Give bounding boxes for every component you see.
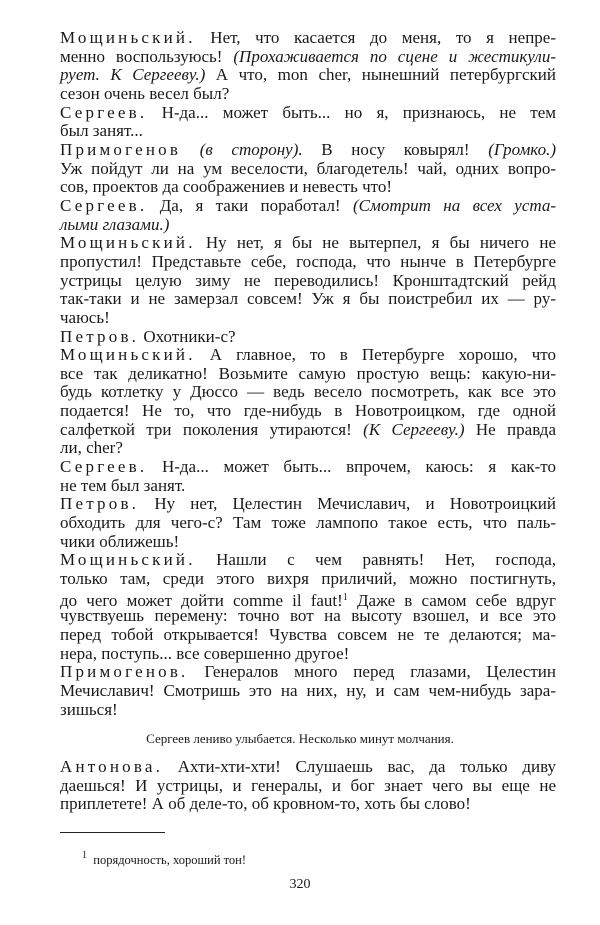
- speech-text: только там, среди этого вихря приличий, можно постигнуть,: [60, 569, 556, 589]
- text-line: [60, 551, 556, 570]
- speech-text: не тем был занят.: [60, 475, 186, 495]
- text-line: [60, 309, 556, 328]
- stage-remark: рует. К Сергееву.): [60, 65, 206, 85]
- speech-text: чаюсь!: [60, 307, 110, 327]
- text-line: [60, 48, 556, 67]
- play-text-continued: [60, 757, 556, 813]
- speech-text: Ну нет, Целестин Мечиславич, и Новотроицкий: [154, 494, 556, 514]
- speaker-name: Антонова.: [60, 757, 164, 776]
- text-line: [60, 701, 556, 720]
- stage-direction: Сергеев лениво улыбается. Несколько минут молчания.: [146, 731, 454, 746]
- page-number: 320: [289, 877, 311, 892]
- speech-text: менно воспользуюсь!: [60, 46, 223, 66]
- text-line: [60, 794, 556, 813]
- speech-text: Уж пойдут ли на ум веселости, благодетель! чай, одних вопро-: [60, 158, 556, 178]
- text-line: [60, 85, 556, 104]
- speech-text: пропустил! Представьте себе, господа, что нынче в Петербурге: [60, 251, 556, 271]
- text-line: [60, 104, 556, 123]
- speech-text: нера, поступь... все совершенно другое!: [60, 643, 350, 663]
- text-line: [60, 253, 556, 272]
- speech-text: А что, mon cher, нынешний петербургский: [215, 65, 556, 85]
- speech-text: Н-да... может быть... впрочем, каюсь: я как-то: [161, 457, 557, 477]
- text-line: [60, 29, 556, 48]
- speech-text: подается! Не то, что где-нибудь в Новотроицком, где одной: [60, 401, 556, 421]
- speech-text: Нет, что касается до меня, то я непре-: [210, 28, 556, 47]
- speech-text: Да, я таки поработал!: [159, 195, 341, 215]
- speech-text: чики оближешь!: [60, 531, 180, 551]
- text-line: [60, 757, 556, 776]
- stage-remark: (Прохаживается по сцене и жестикули-: [233, 46, 557, 66]
- play-text-main: [60, 29, 556, 719]
- text-line: [60, 607, 556, 626]
- speech-paragraph: [60, 346, 556, 458]
- speech-text: Генералов много перед глазами, Целестин: [204, 662, 557, 682]
- text-line: [60, 626, 556, 645]
- speaker-name: Мощиньский.: [60, 28, 196, 47]
- text-line: [60, 682, 556, 701]
- text-line: [60, 439, 556, 458]
- speech-paragraph: [60, 551, 556, 663]
- speech-text: Н-да... может быть... но я, признаюсь, не тем: [161, 102, 556, 122]
- text-line: [60, 290, 556, 309]
- text-line: [60, 122, 556, 141]
- speech-text: будь котлетку у Дюссо — ведь весело посмотреть, как все это: [60, 382, 556, 402]
- stage-remark: (К Сергееву.): [363, 419, 465, 439]
- text-line: [60, 458, 556, 477]
- footnote: [82, 850, 246, 868]
- speech-text: Не правда: [475, 419, 556, 439]
- speech-paragraph: [60, 458, 556, 495]
- speech-text: приплетете! А об деле-то, об кровном-то, хоть бы слово!: [60, 794, 471, 814]
- stage-remark: (Громко.): [488, 139, 557, 159]
- speech-text: сов, проектов да соображениев и невесть что!: [60, 177, 392, 197]
- speech-text: устрицы целую зиму не переводились! Кронштадтский рейд: [60, 270, 556, 290]
- text-line: [60, 178, 556, 197]
- text-line: [60, 402, 556, 421]
- speech-paragraph: [60, 104, 556, 141]
- speech-paragraph: [60, 328, 556, 347]
- stage-remark: лыми глазами.): [60, 214, 170, 234]
- text-line: [60, 272, 556, 291]
- speaker-name: Примогенов.: [60, 662, 189, 682]
- speech-text: перед тобой открывается! Чувства совсем не те делаются; ма-: [60, 625, 556, 644]
- speaker-name: Мощиньский.: [60, 233, 196, 253]
- speech-text: все так деликатно! Возьмите самую простую вещь: какую-ни-: [60, 363, 556, 383]
- stage-remark: (в сторону).: [199, 139, 303, 159]
- speech-text: до чего может дойти comme il faut!: [60, 590, 343, 610]
- speech-paragraph: [60, 197, 556, 234]
- footnote-marker: 1: [82, 850, 87, 861]
- text-line: [60, 141, 556, 160]
- speaker-name: Мощиньский.: [60, 345, 196, 365]
- footnote-ref: 1: [342, 591, 348, 603]
- stage-remark: (Смотрит на всех уста-: [352, 195, 557, 215]
- speech-text: Ну нет, я бы не вытерпел, я бы ничего не: [205, 233, 557, 253]
- text-line: [60, 365, 556, 384]
- speech-text: Ахти-хти-хти! Слушаешь вас, да только диву: [177, 757, 557, 776]
- speech-text: зишься!: [60, 699, 118, 719]
- speech-paragraph: [60, 495, 556, 551]
- footnote-divider: [60, 832, 165, 833]
- speech-paragraph: [60, 141, 556, 197]
- speech-text: Охотники-с?: [143, 326, 236, 346]
- speech-text: сезон очень весел был?: [60, 83, 230, 103]
- speech-text: В носу ковырял!: [321, 139, 470, 159]
- text-line: [60, 160, 556, 179]
- speaker-name: Сергеев.: [60, 102, 148, 122]
- speech-paragraph: [60, 663, 556, 719]
- speech-text: А главное, то в Петербурге хорошо, что: [209, 345, 556, 365]
- speaker-name: Примогенов: [60, 139, 182, 159]
- speech-text: чувствуешь перемену: точно вот на высоту взошел, и все это: [60, 606, 556, 626]
- footnote-text: порядочность, хороший тон!: [93, 853, 247, 867]
- speech-text: даешься! И устрицы, и генералы, и бог знает чего вы еще не: [60, 775, 556, 795]
- text-line: [60, 216, 556, 235]
- speech-text: был занят...: [60, 121, 143, 141]
- speaker-name: Петров.: [60, 494, 140, 514]
- speech-text: салфеткой три поколения утираются!: [60, 419, 352, 439]
- speech-paragraph: [60, 757, 556, 813]
- text-line: [60, 328, 556, 347]
- text-line: [60, 645, 556, 664]
- text-line: [60, 234, 556, 253]
- speaker-name: Петров.: [60, 326, 140, 346]
- text-line: [60, 495, 556, 514]
- speech-paragraph: [60, 234, 556, 327]
- text-line: [60, 66, 556, 85]
- speech-text: ли, cher?: [60, 438, 123, 458]
- text-line: [60, 533, 556, 552]
- text-line: [60, 570, 556, 589]
- text-line: [60, 776, 556, 795]
- speaker-name: Сергеев.: [60, 195, 148, 215]
- text-line: [60, 197, 556, 216]
- speaker-name: Сергеев.: [60, 457, 148, 477]
- text-line: [60, 477, 556, 496]
- speech-paragraph: [60, 29, 556, 104]
- speech-text: Мечиславич! Смотришь это на них, ну, и сам чем-нибудь зара-: [60, 680, 556, 700]
- text-line: [60, 514, 556, 533]
- text-line: [60, 663, 556, 682]
- text-line: [60, 346, 556, 365]
- speaker-name: Мощиньский.: [60, 550, 196, 570]
- speech-text: так-таки и не замерзал совсем! Уж я бы поистребил их — ру-: [60, 289, 556, 309]
- text-line: [60, 383, 556, 402]
- text-line: [60, 421, 556, 440]
- speech-text: Даже в самом себе вдруг: [356, 590, 557, 610]
- text-line: [60, 589, 556, 608]
- speech-text: Нашли с чем равнять! Нет, господа,: [216, 550, 556, 570]
- speech-text: обходить для чего-с? Там тоже лампопо такое есть, что паль-: [60, 513, 556, 533]
